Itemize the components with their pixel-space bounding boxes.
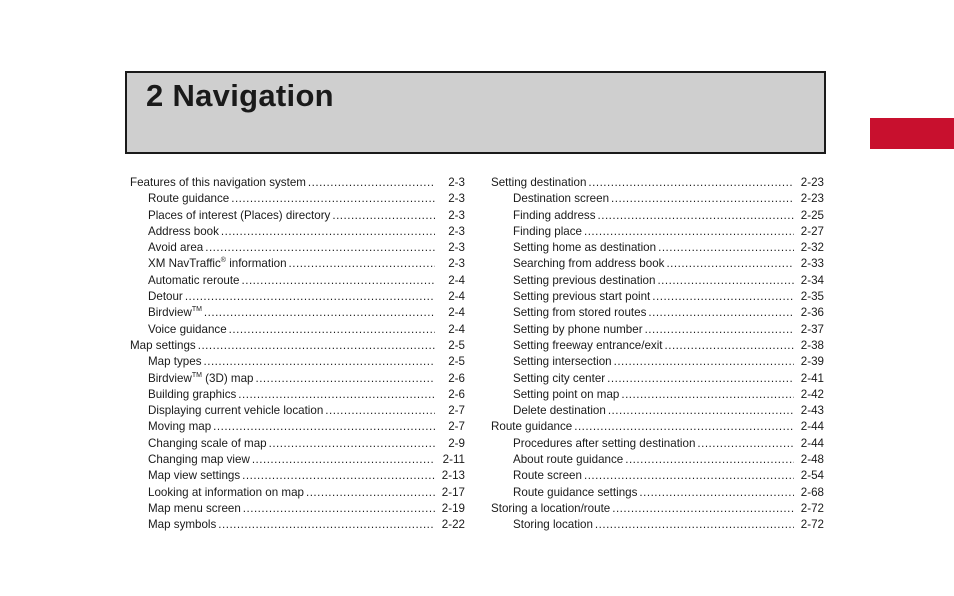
dot-leader xyxy=(238,387,435,403)
toc-entry-label: Map types xyxy=(148,355,202,369)
dot-leader xyxy=(306,485,435,501)
toc-page-number: 2-32 xyxy=(800,241,824,255)
toc-subsection-entry[interactable] xyxy=(130,403,465,419)
toc-entry-label: Changing map view xyxy=(148,453,250,467)
toc-page-number: 2-5 xyxy=(448,338,465,352)
toc-entry-label: Setting previous destination xyxy=(513,273,656,287)
toc-page-number: 2-23 xyxy=(800,192,824,206)
toc-entry-label: Setting destination xyxy=(491,176,587,189)
toc-subsection-entry[interactable] xyxy=(130,468,465,484)
toc-entry-label: Map symbols xyxy=(148,518,217,532)
toc-subsection-entry[interactable] xyxy=(130,305,465,321)
toc-entry-label: Birdview™ xyxy=(148,306,202,320)
toc-page-number: 2-25 xyxy=(800,208,824,222)
toc-page-number: 2-43 xyxy=(800,404,824,418)
toc-page-number: 2-6 xyxy=(448,387,465,401)
toc-subsection-entry[interactable] xyxy=(491,485,824,501)
toc-subsection-entry[interactable] xyxy=(491,338,824,354)
toc-subsection-entry[interactable] xyxy=(130,256,465,272)
toc-entry-label: Places of interest (Places) directory xyxy=(148,208,331,222)
toc-entry-label: Birdview™ (3D) map xyxy=(148,371,254,385)
toc-subsection-entry[interactable] xyxy=(491,224,824,240)
dot-leader xyxy=(205,240,435,256)
toc-entry-label: Address book xyxy=(148,224,219,238)
toc-page-number: 2-72 xyxy=(800,501,824,515)
toc-entry-label: Finding address xyxy=(513,208,596,222)
toc-subsection-entry[interactable] xyxy=(130,517,465,533)
toc-entry-label: Route guidance xyxy=(148,192,230,206)
dot-leader xyxy=(639,485,794,501)
toc-page-number: 2-5 xyxy=(448,355,465,369)
toc-page-number: 2-3 xyxy=(448,208,465,222)
toc-entry-label: Features of this navigation system xyxy=(130,176,306,189)
dot-leader xyxy=(243,501,435,517)
toc-entry-label: Route screen xyxy=(513,469,582,483)
dot-leader xyxy=(648,305,794,321)
toc-subsection-entry[interactable] xyxy=(130,289,465,305)
dot-leader xyxy=(221,224,435,240)
toc-entry-label: Setting by phone number xyxy=(513,322,643,336)
dot-leader xyxy=(332,208,435,224)
toc-entry-label: Map view settings xyxy=(148,469,241,483)
dot-leader xyxy=(657,273,794,289)
toc-page-number: 2-44 xyxy=(800,420,824,434)
toc-subsection-entry[interactable] xyxy=(491,305,824,321)
dot-leader xyxy=(204,305,435,321)
toc-page-number: 2-7 xyxy=(448,420,465,434)
toc-subsection-entry[interactable] xyxy=(491,273,824,289)
toc-entry-label: Searching from address book xyxy=(513,257,665,271)
toc-page-number: 2-54 xyxy=(800,469,824,483)
toc-subsection-entry[interactable] xyxy=(491,403,824,419)
dot-leader xyxy=(218,517,435,533)
dot-leader xyxy=(614,354,794,370)
toc-subsection-entry[interactable] xyxy=(130,273,465,289)
toc-subsection-entry[interactable] xyxy=(130,436,465,452)
dot-leader xyxy=(231,191,435,207)
dot-leader xyxy=(588,175,794,191)
dot-leader xyxy=(612,501,794,517)
toc-entry-label: Route guidance settings xyxy=(513,485,638,499)
toc-entry-label: Setting home as destination xyxy=(513,241,657,255)
toc-page-number: 2-3 xyxy=(448,224,465,238)
toc-entry-label: About route guidance xyxy=(513,453,624,467)
dot-leader xyxy=(242,468,435,484)
toc-entry-label: Setting freeway entrance/exit xyxy=(513,338,663,352)
dot-leader xyxy=(595,517,794,533)
dot-leader xyxy=(625,452,794,468)
toc-entry-label: Storing location xyxy=(513,518,593,532)
toc-page-number: 2-48 xyxy=(800,453,824,467)
toc-page-number: 2-72 xyxy=(800,518,824,532)
toc-entry-label: Voice guidance xyxy=(148,322,227,336)
toc-page-number: 2-11 xyxy=(442,453,465,467)
toc-subsection-entry[interactable] xyxy=(491,191,824,207)
dot-leader xyxy=(252,452,435,468)
toc-page-number: 2-23 xyxy=(800,176,824,189)
toc-page-number: 2-42 xyxy=(800,387,824,401)
dot-leader xyxy=(611,191,794,207)
toc-page-number: 2-13 xyxy=(441,469,465,483)
dot-leader xyxy=(584,468,794,484)
toc-entry-label: Setting city center xyxy=(513,371,606,385)
toc-page-number: 2-4 xyxy=(448,290,465,304)
chapter-title: 2 Navigation xyxy=(146,78,334,113)
toc-entry-label: Looking at information on map xyxy=(148,485,304,499)
toc-subsection-entry[interactable] xyxy=(130,501,465,517)
toc-subsection-entry[interactable] xyxy=(130,208,465,224)
dot-leader xyxy=(607,371,794,387)
toc-subsection-entry[interactable] xyxy=(130,354,465,370)
toc-entry-label: Building graphics xyxy=(148,387,237,401)
toc-page-number: 2-4 xyxy=(448,322,465,336)
toc-page-number: 2-4 xyxy=(448,273,465,287)
toc-page-number: 2-22 xyxy=(441,518,465,532)
toc-entry-label: Changing scale of map xyxy=(148,436,267,450)
dot-leader xyxy=(242,273,435,289)
dot-leader xyxy=(598,208,795,224)
toc-subsection-entry[interactable] xyxy=(491,208,824,224)
toc-section-entry[interactable] xyxy=(491,175,824,191)
toc-entry-label: Setting point on map xyxy=(513,387,620,401)
dot-leader xyxy=(255,371,435,387)
toc-subsection-entry[interactable] xyxy=(130,485,465,501)
toc-page-number: 2-37 xyxy=(800,322,824,336)
dot-leader xyxy=(213,419,435,435)
dot-leader xyxy=(584,224,794,240)
toc-entry-label: Displaying current vehicle location xyxy=(148,404,324,418)
dot-leader xyxy=(608,403,794,419)
superscript-mark: TM xyxy=(191,306,202,314)
toc-right-column xyxy=(491,175,824,534)
toc-page-number: 2-34 xyxy=(800,273,824,287)
toc-page-number: 2-9 xyxy=(448,436,465,450)
dot-leader xyxy=(325,403,435,419)
toc-subsection-entry[interactable] xyxy=(491,322,824,338)
toc-subsection-entry[interactable] xyxy=(130,191,465,207)
toc-page-number: 2-17 xyxy=(441,485,465,499)
toc-subsection-entry[interactable] xyxy=(130,419,465,435)
toc-section-entry[interactable] xyxy=(491,419,824,435)
dot-leader xyxy=(621,387,794,403)
toc-subsection-entry[interactable] xyxy=(491,354,824,370)
toc-left-column xyxy=(130,175,465,534)
toc-entry-label: Detour xyxy=(148,290,183,304)
toc-page-number: 2-19 xyxy=(441,501,465,515)
dot-leader xyxy=(289,256,435,272)
toc-entry-label: Delete destination xyxy=(513,404,606,418)
toc-page-number: 2-6 xyxy=(448,371,465,385)
toc-entry-label: Avoid area xyxy=(148,241,204,255)
toc-page-number: 2-35 xyxy=(800,290,824,304)
toc-subsection-entry[interactable] xyxy=(491,452,824,468)
toc-subsection-entry[interactable] xyxy=(491,387,824,403)
toc-section-entry[interactable] xyxy=(130,338,465,354)
toc-entry-label: Setting intersection xyxy=(513,355,612,369)
dot-leader xyxy=(574,419,794,435)
toc-subsection-entry[interactable] xyxy=(491,256,824,272)
toc-entry-label: Automatic reroute xyxy=(148,273,240,287)
toc-page-number: 2-3 xyxy=(448,257,465,271)
toc-entry-label: Destination screen xyxy=(513,192,610,206)
toc-entry-label: Moving map xyxy=(148,420,212,434)
dot-leader xyxy=(198,338,435,354)
toc-entry-label: Setting from stored routes xyxy=(513,306,647,320)
toc-subsection-entry[interactable] xyxy=(491,371,824,387)
toc-subsection-entry[interactable] xyxy=(491,436,824,452)
toc-page-number: 2-41 xyxy=(800,371,824,385)
toc-entry-label: Route guidance xyxy=(491,420,573,434)
toc-subsection-entry[interactable] xyxy=(130,240,465,256)
toc-entry-label: Map menu screen xyxy=(148,501,241,515)
dot-leader xyxy=(697,436,794,452)
toc-page-number: 2-33 xyxy=(800,257,824,271)
dot-leader xyxy=(185,289,435,305)
toc-page-number: 2-27 xyxy=(800,224,824,238)
toc-subsection-entry[interactable] xyxy=(130,322,465,338)
toc-subsection-entry[interactable] xyxy=(491,240,824,256)
dot-leader xyxy=(308,175,435,191)
dot-leader xyxy=(652,289,794,305)
toc-entry-label: Finding place xyxy=(513,224,582,238)
superscript-mark: ® xyxy=(220,257,226,265)
toc-subsection-entry[interactable] xyxy=(491,468,824,484)
toc-section-entry[interactable] xyxy=(491,501,824,517)
toc-subsection-entry[interactable] xyxy=(130,224,465,240)
toc-subsection-entry[interactable] xyxy=(491,289,824,305)
dot-leader xyxy=(269,436,435,452)
dot-leader xyxy=(666,256,794,272)
dot-leader xyxy=(645,322,794,338)
toc-entry-label: Map settings xyxy=(130,338,196,352)
toc-subsection-entry[interactable] xyxy=(130,371,465,387)
dot-leader xyxy=(665,338,794,354)
toc-entry-label: Procedures after setting destination xyxy=(513,436,696,450)
toc-entry-label: XM NavTraffic® information xyxy=(148,257,287,271)
toc-subsection-entry[interactable] xyxy=(130,452,465,468)
toc-subsection-entry[interactable] xyxy=(491,517,824,533)
toc-page-number: 2-38 xyxy=(800,338,824,352)
chapter-title-box xyxy=(125,71,826,154)
toc-section-entry[interactable] xyxy=(130,175,465,191)
toc-page-number: 2-68 xyxy=(800,485,824,499)
toc-page-number: 2-3 xyxy=(448,192,465,206)
chapter-side-tab xyxy=(870,118,954,149)
toc-page-number: 2-3 xyxy=(448,241,465,255)
toc-entry-label: Setting previous start point xyxy=(513,290,651,304)
toc-page-number: 2-4 xyxy=(448,306,465,320)
dot-leader xyxy=(204,354,436,370)
toc-page-number: 2-3 xyxy=(448,176,465,189)
dot-leader xyxy=(229,322,435,338)
toc-entry-label: Storing a location/route xyxy=(491,501,611,515)
toc-subsection-entry[interactable] xyxy=(130,387,465,403)
toc-page-number: 2-39 xyxy=(800,355,824,369)
superscript-mark: TM xyxy=(191,371,202,379)
toc-page-number: 2-7 xyxy=(448,404,465,418)
dot-leader xyxy=(658,240,794,256)
toc-page-number: 2-44 xyxy=(800,436,824,450)
toc-page-number: 2-36 xyxy=(800,306,824,320)
